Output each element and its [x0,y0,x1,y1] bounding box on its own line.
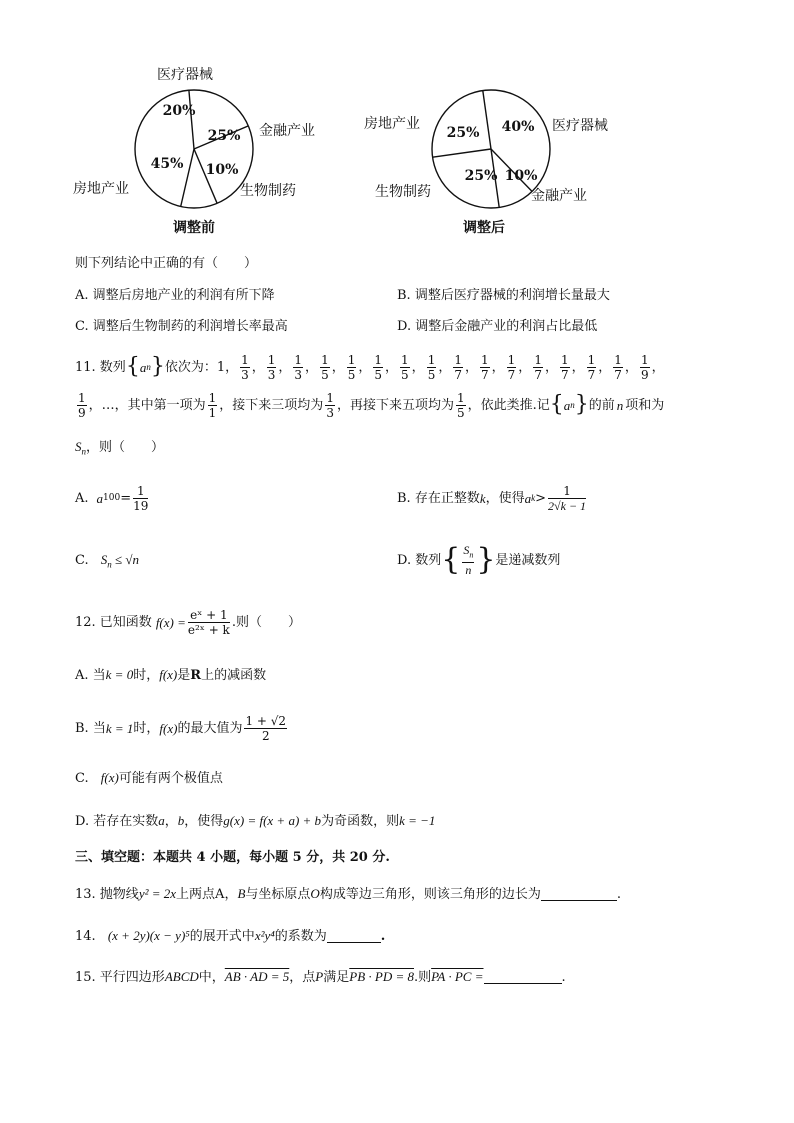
q11-separator: ， [491,359,505,375]
q11-sequence-term: $\frac{1}{3}$ [241,352,249,382]
q11-text: ，依此类推.记 [467,397,550,413]
q11-n: n [616,397,624,413]
pie-slice-percent: 10% [205,162,239,178]
pie-slice-percent: 25% [464,168,498,184]
q11-option-d [397,540,560,580]
expr: f(x) [159,720,178,736]
q14-text: 的展开式中 [189,929,255,944]
option-text: 是递减数列 [495,552,561,568]
option-text: 时， [133,720,160,736]
expr: b [177,813,185,828]
expr: a [158,813,165,828]
expr-sub: 100 [103,492,121,503]
expr: y² = 2x [138,886,177,901]
q11-sequence-term: $\frac{1}{7}$ [454,352,462,382]
q13-text: 上两点 [176,887,216,902]
q11-option-b [397,480,588,516]
option-label: C. [75,771,89,786]
q10-option-d: D. 调整后金融产业的利润占比最低 [397,319,598,334]
q11-separator: ， [358,359,372,375]
right-brace: } [574,392,589,417]
pie-slice-percent: 40% [501,119,535,135]
q13-text: 构成等边三角形，则该三角形的边长为 [319,887,541,902]
q11-frac: $\frac{1}{9}$ [78,390,86,420]
q11-option-a [75,480,150,516]
right-brace: } [150,354,165,379]
q15-text: 满足 [323,970,350,985]
expr: > [535,490,547,506]
pie-slice-label: 生物制药 [375,184,431,200]
option-text: 是 [177,668,191,683]
expr: k = 1 [105,720,134,736]
q11-separator: ， [438,359,452,375]
q11-text: 项和为 [625,397,665,413]
q11-line1 [75,347,665,387]
expr: ≤ √n [111,552,140,567]
q12-option-d [75,814,435,828]
q15-text: . [561,970,566,985]
expr: f(x) [159,667,178,682]
expr: PA · PC = [431,969,484,984]
q11-seq-name: a [563,397,571,413]
q11-separator: ， [598,359,612,375]
pie-slice-label: 金融产业 [259,123,315,139]
q11-sequence-term: $\frac{1}{5}$ [401,352,409,382]
option-label: A. 当 [75,668,106,683]
pie-slice-label: 房地产业 [73,181,129,197]
pie-caption: 调整前 [173,220,215,236]
q12-prefix: 12. 已知函数 [75,614,152,630]
pie-slice-label: 医疗器械 [157,67,213,83]
expr: a [524,490,532,506]
expr: k [479,490,486,506]
option-text: ，使得 [485,490,525,506]
pie-slice-label: 医疗器械 [552,118,608,134]
q11-separator: ， [544,359,558,375]
q15-text: ，点 [289,970,316,985]
q11-line3 [75,440,164,457]
q15-text: .则 [414,970,432,985]
q11-separator: ， [385,359,399,375]
option-text: ， [164,814,178,829]
q11-separator: ， [624,359,638,375]
option-label: D. 数列 [397,552,442,568]
q12-suffix: .则（ ） [231,614,301,630]
q11-separator: ， [411,359,425,375]
q11-sequence-term: $\frac{1}{7}$ [481,352,489,382]
expr: (x + 2y)(x − y)⁵ [107,928,190,943]
q13 [75,887,621,901]
expr: B [237,886,246,901]
expr: A [215,887,225,902]
q11-after-seq: 依次为：1， [164,359,239,375]
q11-sequence-terms [238,353,665,382]
q14-text: . [380,929,386,944]
q11-frac: $\frac{1}{3}$ [326,390,334,420]
pie-caption: 调整后 [463,220,505,236]
pie-slice-label: 房地产业 [364,116,420,132]
q11-text: ，接下来三项均为 [219,397,324,413]
q11-seq-sub: n [146,361,151,372]
expr: = [120,490,132,506]
q11-separator: ， [305,359,319,375]
q11-sequence-term: $\frac{1}{7}$ [560,352,569,382]
q11-sequence-term: $\frac{1}{3}$ [267,352,276,382]
option-label: C. [75,553,89,568]
q11-seq-sub: n [570,399,575,410]
q15 [75,970,566,984]
q11-separator: ， [651,359,665,375]
expr: k = −1 [399,813,436,828]
pie-slice-percent: 10% [504,168,538,184]
q11-separator: ， [518,359,532,375]
q14-prefix: 14. [75,929,96,944]
pie-slice-percent: 20% [162,103,196,119]
left-brace: { [441,542,461,577]
q10-option-c: C. 调整后生物制药的利润增长率最高 [75,319,288,334]
q11-seq-name: a [139,359,147,375]
q15-text: 中， [198,970,225,985]
q11-sequence-term: $\frac{1}{7}$ [534,352,542,382]
pie-slice-percent: 25% [446,125,480,141]
answer-blank[interactable] [484,971,562,984]
answer-blank[interactable] [327,930,381,943]
q13-prefix: 13. 抛物线 [75,887,139,902]
q11-line2 [75,385,664,425]
frac: $\frac{\text{eˣ + 1}}{\text{e²ˣ + k}}$ [187,607,230,637]
expr-sub: k [531,492,536,503]
q11-sequence-term: $\frac{1}{5}$ [374,352,383,382]
frac: $\frac{1}{19}$ [133,483,149,513]
frac: $\frac{S_n}{n}$ [463,542,474,578]
q11-sequence-term: $\frac{1}{5}$ [347,352,356,382]
expr: PB · PD = 8 [349,969,414,984]
q11-separator: ， [251,359,265,375]
q11-frac: $\frac{1}{1}$ [208,390,217,420]
q11-separator: ， [331,359,345,375]
expr: f(x) = [155,614,186,630]
q12-stem [75,604,301,640]
q12-option-a [75,668,266,682]
option-label: A. [75,490,89,506]
q11-text: ，则（ ） [86,440,165,455]
option-label: B. 当 [75,720,106,736]
q11-frac: $\frac{1}{5}$ [456,390,465,420]
q12-option-c [75,771,223,785]
q14-text: 的系数为 [274,929,327,944]
expr: S [100,552,108,567]
option-text: 上的减函数 [201,668,267,683]
q11-sequence-term: $\frac{1}{9}$ [640,352,649,382]
option-label: B. 存在正整数 [397,490,480,506]
q11-text: ，…，其中第一项为 [88,397,206,413]
q11-text: ，再接下来五项均为 [336,397,454,413]
q11-option-c [75,553,139,570]
q10-option-b: B. 调整后医疗器械的利润增长量最大 [397,288,610,303]
expr: R [190,668,202,683]
q13-text: ， [224,887,238,902]
expr: x²y⁴ [254,928,275,943]
pie-charts [0,0,794,250]
expr: a [96,490,104,506]
option-text: ，使得 [184,814,224,829]
pie-slice-label: 金融产业 [531,188,587,204]
q11-prefix: 11. 数列 [75,359,126,375]
frac: $\frac{1 + √2}{2}$ [245,713,287,743]
q11-s-sub: n [81,446,86,457]
q11-sequence-term: $\frac{1}{5}$ [321,352,329,382]
q11-sequence-term: $\frac{1}{3}$ [294,352,303,382]
frac: $\frac{1}{2√k - 1}$ [548,483,587,513]
option-text: 为奇函数，则 [321,814,400,829]
q13-text: . [616,887,621,902]
q10-option-a: A. 调整后房地产业的利润有所下降 [75,288,275,303]
expr: O [310,886,320,901]
expr: k = 0 [105,667,134,682]
option-text: 可能有两个极值点 [118,771,223,786]
section-3-heading: 三、填空题：本题共 4 小题，每小题 5 分，共 20 分. [75,850,390,865]
q11-separator: ， [278,359,292,375]
expr: ABCD [164,969,199,984]
q10-stem: 则下列结论中正确的有（ ） [75,256,258,271]
expr: P [315,969,324,984]
pie-slice-percent: 25% [207,128,241,144]
q12-option-b [75,708,289,748]
expr-sub: n [107,559,112,570]
q11-text: 的前 [588,397,615,413]
q11-sequence-term: $\frac{1}{5}$ [427,352,436,382]
right-brace: } [476,542,496,577]
q11-separator: ， [571,359,585,375]
q11-separator: ， [464,359,478,375]
q11-sequence-term: $\frac{1}{7}$ [614,352,622,382]
answer-blank[interactable] [541,888,617,901]
q11-sequence-term: $\frac{1}{7}$ [587,352,596,382]
left-brace: { [125,354,140,379]
expr: f(x) [100,770,119,785]
option-text: 时， [133,668,160,683]
option-label: D. 若存在实数 [75,814,159,829]
pie-slice-percent: 45% [150,156,184,172]
q14 [75,929,385,943]
q11-sequence-term: $\frac{1}{7}$ [507,352,516,382]
option-text: 的最大值为 [177,720,243,736]
expr: g(x) = f(x + a) + b [223,813,322,828]
q11-s: S [75,439,82,454]
expr: AB · AD = 5 [224,969,290,984]
left-brace: { [549,392,564,417]
q13-text: 与坐标原点 [245,887,311,902]
pie-slice-label: 生物制药 [240,183,296,199]
q15-prefix: 15. 平行四边形 [75,970,165,985]
